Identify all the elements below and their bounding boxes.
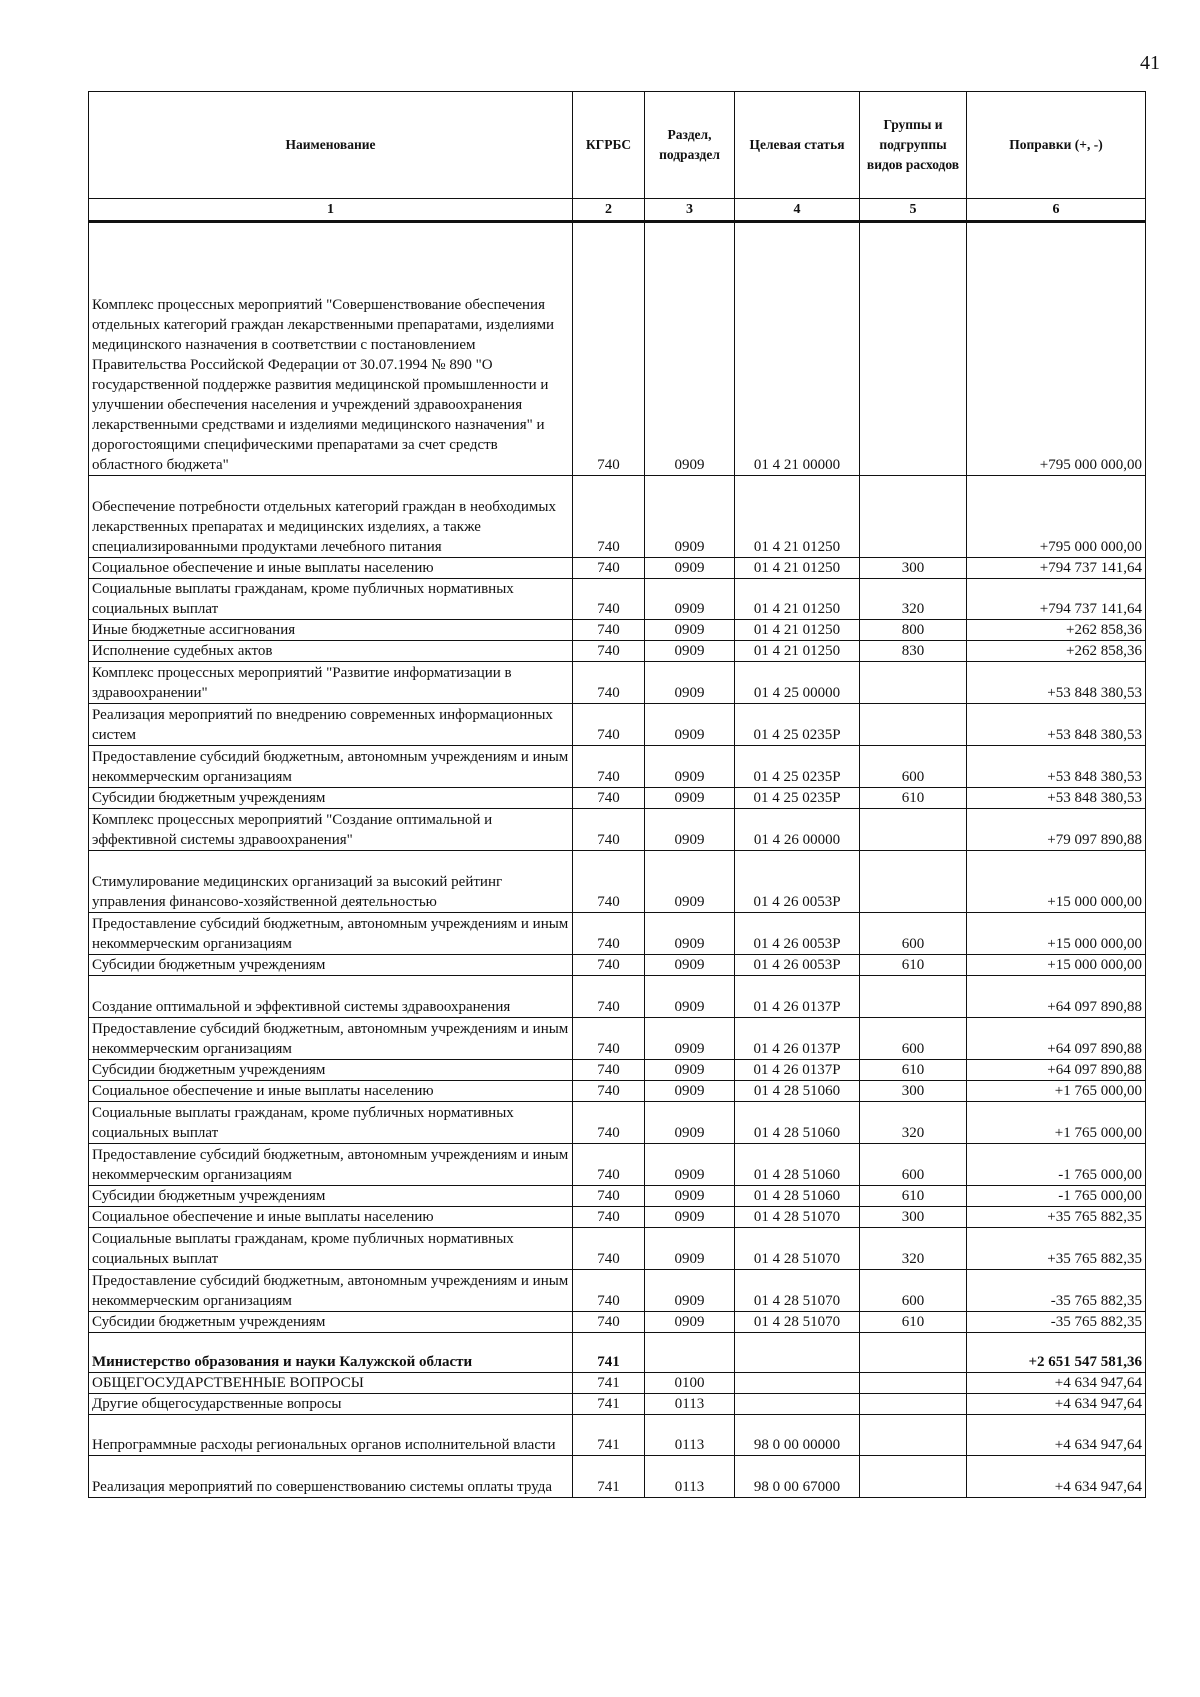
- row-amount: +53 848 380,53: [967, 704, 1146, 746]
- row-kgrbs: 740: [573, 1270, 645, 1312]
- table-row: [89, 1415, 1146, 1456]
- column-number: 4: [735, 199, 860, 222]
- table-row: [89, 809, 1146, 851]
- row-target: 01 4 28 51070: [735, 1228, 860, 1270]
- row-target: 01 4 26 0137Р: [735, 1060, 860, 1081]
- row-amount: +15 000 000,00: [967, 955, 1146, 976]
- row-kgrbs: 741: [573, 1373, 645, 1394]
- table-row: [89, 1081, 1146, 1102]
- row-target: 01 4 21 01250: [735, 558, 860, 579]
- table-row: [89, 1186, 1146, 1207]
- row-target: 01 4 21 00000: [735, 222, 860, 476]
- header-kgrbs: КГРБС: [573, 92, 645, 199]
- row-section: [645, 1333, 735, 1373]
- row-group: 610: [860, 1186, 967, 1207]
- row-section: 0909: [645, 976, 735, 1018]
- row-section: 0909: [645, 1102, 735, 1144]
- row-amount: +53 848 380,53: [967, 746, 1146, 788]
- row-target: 01 4 25 00000: [735, 662, 860, 704]
- row-name: Непрограммные расходы региональных органов исполнительной власти: [89, 1415, 573, 1456]
- row-section: 0909: [645, 1228, 735, 1270]
- row-target: 01 4 28 51070: [735, 1312, 860, 1333]
- row-section: 0909: [645, 809, 735, 851]
- row-amount: +4 634 947,64: [967, 1394, 1146, 1415]
- column-number-row: [89, 199, 1146, 222]
- row-name: Социальные выплаты гражданам, кроме публичных нормативных социальных выплат: [89, 579, 573, 620]
- table-row: [89, 1018, 1146, 1060]
- row-target: 01 4 26 0053Р: [735, 955, 860, 976]
- row-group: [860, 1333, 967, 1373]
- row-section: 0909: [645, 476, 735, 558]
- table-row: [89, 1373, 1146, 1394]
- table-row: [89, 1270, 1146, 1312]
- row-group: 600: [860, 746, 967, 788]
- table-row: [89, 1394, 1146, 1415]
- row-kgrbs: 741: [573, 1333, 645, 1373]
- row-name: Предоставление субсидий бюджетным, автономным учреждениям и иным некоммерческим организациям: [89, 1144, 573, 1186]
- row-amount: +64 097 890,88: [967, 976, 1146, 1018]
- row-amount: +1 765 000,00: [967, 1081, 1146, 1102]
- row-group: 300: [860, 1081, 967, 1102]
- row-target: 98 0 00 67000: [735, 1456, 860, 1498]
- row-target: 01 4 26 0137Р: [735, 976, 860, 1018]
- row-amount: +79 097 890,88: [967, 809, 1146, 851]
- row-kgrbs: 740: [573, 1060, 645, 1081]
- row-kgrbs: 741: [573, 1394, 645, 1415]
- row-name: Социальные выплаты гражданам, кроме публичных нормативных социальных выплат: [89, 1102, 573, 1144]
- row-name: Создание оптимальной и эффективной системы здравоохранения: [89, 976, 573, 1018]
- row-group: 600: [860, 1144, 967, 1186]
- row-amount: +35 765 882,35: [967, 1207, 1146, 1228]
- row-kgrbs: 740: [573, 1186, 645, 1207]
- row-amount: +15 000 000,00: [967, 913, 1146, 955]
- row-section: 0909: [645, 1060, 735, 1081]
- row-kgrbs: 740: [573, 558, 645, 579]
- row-section: 0909: [645, 662, 735, 704]
- row-amount: -35 765 882,35: [967, 1312, 1146, 1333]
- row-group: 610: [860, 1312, 967, 1333]
- table-row: [89, 1207, 1146, 1228]
- row-group: 320: [860, 579, 967, 620]
- row-kgrbs: 740: [573, 641, 645, 662]
- row-group: 600: [860, 913, 967, 955]
- row-section: 0113: [645, 1394, 735, 1415]
- column-number: 6: [967, 199, 1146, 222]
- row-section: 0909: [645, 955, 735, 976]
- row-amount: +262 858,36: [967, 641, 1146, 662]
- header-amendments: Поправки (+, -): [967, 92, 1146, 199]
- table-row: [89, 620, 1146, 641]
- row-amount: +15 000 000,00: [967, 851, 1146, 913]
- row-name: Предоставление субсидий бюджетным, автономным учреждениям и иным некоммерческим организациям: [89, 1018, 573, 1060]
- table-row: [89, 476, 1146, 558]
- table-row: [89, 746, 1146, 788]
- budget-table: [88, 91, 1146, 1498]
- row-amount: +4 634 947,64: [967, 1415, 1146, 1456]
- row-section: 0113: [645, 1456, 735, 1498]
- row-amount: -1 765 000,00: [967, 1144, 1146, 1186]
- row-section: 0909: [645, 1144, 735, 1186]
- column-number: 5: [860, 199, 967, 222]
- row-name: Предоставление субсидий бюджетным, автономным учреждениям и иным некоммерческим организациям: [89, 1270, 573, 1312]
- row-name: Комплекс процессных мероприятий "Развитие информатизации в здравоохранении": [89, 662, 573, 704]
- row-name: Комплекс процессных мероприятий "Создание оптимальной и эффективной системы здравоохранения": [89, 809, 573, 851]
- row-target: 01 4 21 01250: [735, 620, 860, 641]
- row-group: [860, 1373, 967, 1394]
- row-group: [860, 976, 967, 1018]
- row-section: 0909: [645, 1270, 735, 1312]
- row-name: ОБЩЕГОСУДАРСТВЕННЫЕ ВОПРОСЫ: [89, 1373, 573, 1394]
- row-amount: +795 000 000,00: [967, 222, 1146, 476]
- row-target: 98 0 00 00000: [735, 1415, 860, 1456]
- row-section: 0909: [645, 641, 735, 662]
- table-row: [89, 222, 1146, 476]
- row-name: Социальное обеспечение и иные выплаты населению: [89, 1081, 573, 1102]
- row-amount: +64 097 890,88: [967, 1060, 1146, 1081]
- row-target: 01 4 25 0235Р: [735, 746, 860, 788]
- column-number: 1: [89, 199, 573, 222]
- table-row: [89, 704, 1146, 746]
- row-kgrbs: 740: [573, 1081, 645, 1102]
- row-target: 01 4 28 51060: [735, 1081, 860, 1102]
- row-amount: +794 737 141,64: [967, 558, 1146, 579]
- row-group: [860, 222, 967, 476]
- row-section: 0100: [645, 1373, 735, 1394]
- row-amount: +4 634 947,64: [967, 1456, 1146, 1498]
- row-name: Социальное обеспечение и иные выплаты населению: [89, 558, 573, 579]
- row-name: Субсидии бюджетным учреждениям: [89, 1186, 573, 1207]
- column-number: 2: [573, 199, 645, 222]
- row-target: 01 4 28 51060: [735, 1102, 860, 1144]
- row-section: 0909: [645, 1186, 735, 1207]
- table-row: [89, 1333, 1146, 1373]
- row-group: [860, 851, 967, 913]
- row-target: 01 4 25 0235Р: [735, 788, 860, 809]
- table-row: [89, 976, 1146, 1018]
- row-group: [860, 1456, 967, 1498]
- table-row: [89, 1144, 1146, 1186]
- row-group: 300: [860, 1207, 967, 1228]
- row-name: Иные бюджетные ассигнования: [89, 620, 573, 641]
- row-kgrbs: 740: [573, 1018, 645, 1060]
- table-body: [89, 222, 1146, 1498]
- row-kgrbs: 740: [573, 788, 645, 809]
- row-group: [860, 662, 967, 704]
- row-kgrbs: 740: [573, 976, 645, 1018]
- row-target: 01 4 25 0235Р: [735, 704, 860, 746]
- row-name: Субсидии бюджетным учреждениям: [89, 788, 573, 809]
- row-target: 01 4 21 01250: [735, 641, 860, 662]
- row-kgrbs: 740: [573, 222, 645, 476]
- row-kgrbs: 740: [573, 1144, 645, 1186]
- row-section: 0909: [645, 788, 735, 809]
- row-kgrbs: 741: [573, 1456, 645, 1498]
- table-row: [89, 851, 1146, 913]
- row-name: Министерство образования и науки Калужской области: [89, 1333, 573, 1373]
- row-section: 0113: [645, 1415, 735, 1456]
- row-name: Социальные выплаты гражданам, кроме публичных нормативных социальных выплат: [89, 1228, 573, 1270]
- row-name: Субсидии бюджетным учреждениям: [89, 1312, 573, 1333]
- row-group: [860, 1394, 967, 1415]
- row-section: 0909: [645, 851, 735, 913]
- row-amount: +35 765 882,35: [967, 1228, 1146, 1270]
- row-group: 610: [860, 788, 967, 809]
- header-row: [89, 92, 1146, 199]
- row-name: Предоставление субсидий бюджетным, автономным учреждениям и иным некоммерческим организациям: [89, 913, 573, 955]
- table-row: [89, 1456, 1146, 1498]
- row-amount: +794 737 141,64: [967, 579, 1146, 620]
- row-amount: +262 858,36: [967, 620, 1146, 641]
- row-group: [860, 1415, 967, 1456]
- row-section: 0909: [645, 620, 735, 641]
- table-row: [89, 913, 1146, 955]
- row-section: 0909: [645, 704, 735, 746]
- row-target: 01 4 21 01250: [735, 579, 860, 620]
- row-amount: -35 765 882,35: [967, 1270, 1146, 1312]
- row-target: 01 4 28 51070: [735, 1270, 860, 1312]
- row-kgrbs: 740: [573, 662, 645, 704]
- row-kgrbs: 740: [573, 620, 645, 641]
- row-section: 0909: [645, 1081, 735, 1102]
- row-target: [735, 1373, 860, 1394]
- row-kgrbs: 740: [573, 1102, 645, 1144]
- row-kgrbs: 740: [573, 809, 645, 851]
- row-name: Субсидии бюджетным учреждениям: [89, 1060, 573, 1081]
- row-kgrbs: 740: [573, 579, 645, 620]
- row-kgrbs: 740: [573, 704, 645, 746]
- row-kgrbs: 740: [573, 913, 645, 955]
- row-section: 0909: [645, 558, 735, 579]
- row-amount: +53 848 380,53: [967, 788, 1146, 809]
- row-group: 610: [860, 1060, 967, 1081]
- row-name: Социальное обеспечение и иные выплаты населению: [89, 1207, 573, 1228]
- header-target: Целевая статья: [735, 92, 860, 199]
- header-section: Раздел, подраздел: [645, 92, 735, 199]
- row-name: Реализация мероприятий по внедрению современных информационных систем: [89, 704, 573, 746]
- row-target: 01 4 26 0053Р: [735, 851, 860, 913]
- row-target: 01 4 28 51060: [735, 1186, 860, 1207]
- row-target: 01 4 21 01250: [735, 476, 860, 558]
- row-amount: +2 651 547 581,36: [967, 1333, 1146, 1373]
- row-amount: +795 000 000,00: [967, 476, 1146, 558]
- row-group: 610: [860, 955, 967, 976]
- row-amount: -1 765 000,00: [967, 1186, 1146, 1207]
- row-target: 01 4 28 51070: [735, 1207, 860, 1228]
- row-section: 0909: [645, 913, 735, 955]
- row-amount: +4 634 947,64: [967, 1373, 1146, 1394]
- row-amount: +53 848 380,53: [967, 662, 1146, 704]
- row-name: Обеспечение потребности отдельных категорий граждан в необходимых лекарственных препаратах и медицинских изделиях, а также специализированными продуктами лечебного питания: [89, 476, 573, 558]
- table-row: [89, 558, 1146, 579]
- table-row: [89, 955, 1146, 976]
- row-target: 01 4 28 51060: [735, 1144, 860, 1186]
- row-kgrbs: 740: [573, 955, 645, 976]
- table-row: [89, 1102, 1146, 1144]
- row-group: [860, 476, 967, 558]
- table-row: [89, 1060, 1146, 1081]
- row-name: Предоставление субсидий бюджетным, автономным учреждениям и иным некоммерческим организациям: [89, 746, 573, 788]
- row-group: 600: [860, 1270, 967, 1312]
- row-section: 0909: [645, 1312, 735, 1333]
- row-amount: +1 765 000,00: [967, 1102, 1146, 1144]
- row-kgrbs: 740: [573, 1312, 645, 1333]
- row-name: Исполнение судебных актов: [89, 641, 573, 662]
- row-kgrbs: 741: [573, 1415, 645, 1456]
- row-name: Другие общегосударственные вопросы: [89, 1394, 573, 1415]
- row-section: 0909: [645, 222, 735, 476]
- row-section: 0909: [645, 579, 735, 620]
- table-row: [89, 579, 1146, 620]
- row-section: 0909: [645, 1018, 735, 1060]
- row-amount: +64 097 890,88: [967, 1018, 1146, 1060]
- row-section: 0909: [645, 746, 735, 788]
- row-kgrbs: 740: [573, 1207, 645, 1228]
- row-name: Субсидии бюджетным учреждениям: [89, 955, 573, 976]
- row-group: 600: [860, 1018, 967, 1060]
- row-target: 01 4 26 0137Р: [735, 1018, 860, 1060]
- row-kgrbs: 740: [573, 851, 645, 913]
- row-target: 01 4 26 0053Р: [735, 913, 860, 955]
- header-groups: Группы и подгруппы видов расходов: [860, 92, 967, 199]
- row-group: [860, 704, 967, 746]
- table-row: [89, 788, 1146, 809]
- column-number: 3: [645, 199, 735, 222]
- row-kgrbs: 740: [573, 746, 645, 788]
- header-name: Наименование: [89, 92, 573, 199]
- table-row: [89, 662, 1146, 704]
- row-name: Комплекс процессных мероприятий "Совершенствование обеспечения отдельных категорий граждан лекарственными препаратами, изделиями медицинского назначения в соответствии с постановлением Правительства Российской Федерации от 30.07.1994 № 890 "О государственной поддержке развития медицинской промышленности и улучшении обеспечения населения и учреждений здравоохранения лекарственными средствами и изделиями медицинского назначения" и дорогостоящими специфическими препаратами за счет средств областного бюджета": [89, 222, 573, 476]
- table-row: [89, 1312, 1146, 1333]
- row-group: 800: [860, 620, 967, 641]
- row-target: [735, 1394, 860, 1415]
- row-name: Реализация мероприятий по совершенствованию системы оплаты труда: [89, 1456, 573, 1498]
- row-group: 300: [860, 558, 967, 579]
- table-row: [89, 641, 1146, 662]
- table-row: [89, 1228, 1146, 1270]
- row-kgrbs: 740: [573, 1228, 645, 1270]
- row-group: 320: [860, 1228, 967, 1270]
- row-group: [860, 809, 967, 851]
- page-number: 41: [1140, 52, 1160, 74]
- row-name: Стимулирование медицинских организаций за высокий рейтинг управления финансово-хозяйственной деятельностью: [89, 851, 573, 913]
- row-group: 830: [860, 641, 967, 662]
- row-target: 01 4 26 00000: [735, 809, 860, 851]
- row-kgrbs: 740: [573, 476, 645, 558]
- row-target: [735, 1333, 860, 1373]
- row-group: 320: [860, 1102, 967, 1144]
- row-section: 0909: [645, 1207, 735, 1228]
